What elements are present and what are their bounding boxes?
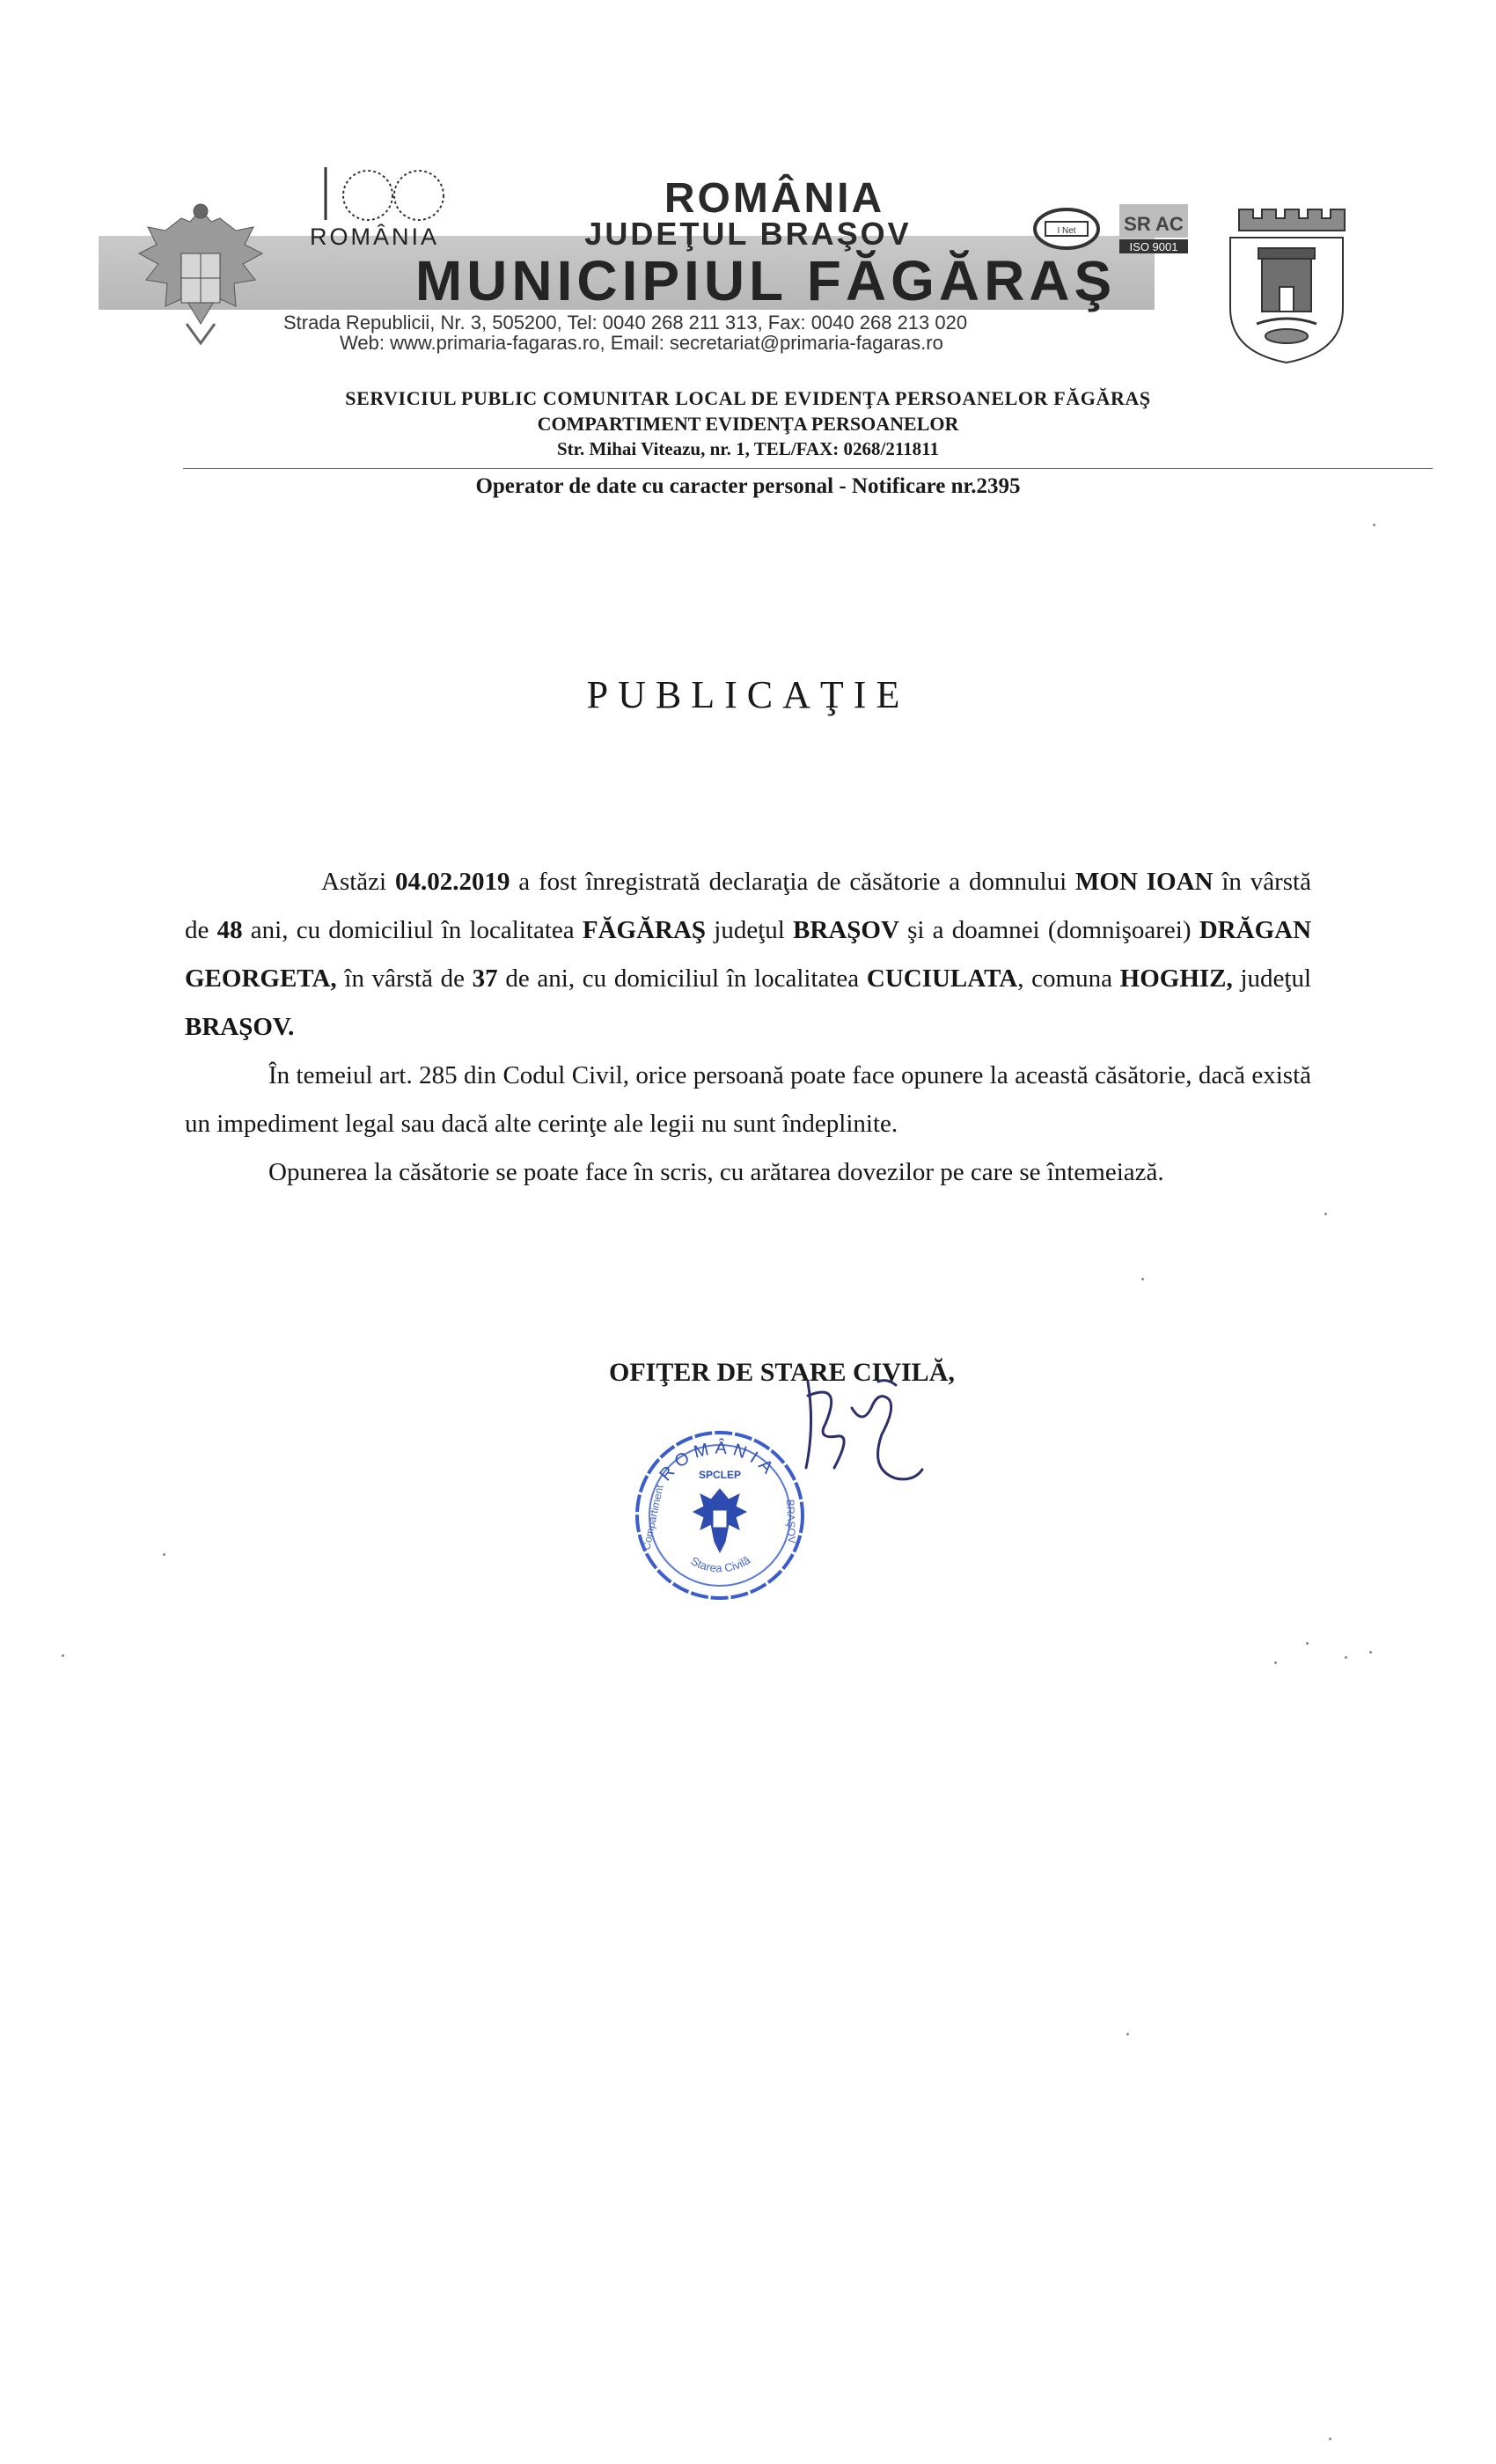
bride-name: DRĂGAN GEORGETA, xyxy=(185,916,1312,993)
stamp-right: BRAŞOV xyxy=(784,1499,798,1544)
letterhead-municipality: MUNICIPIUL FĂGĂRAŞ xyxy=(414,249,1117,312)
declaration-paragraph: Astăzi 04.02.2019 a fost înregistrată declaraţia de căsătorie a domnului MON IOAN în vârstă de 48 ani, cu domiciliul în localitatea FĂGĂRAŞ judeţul BRAŞOV şi a doamnei (domnişoarei) DRĂGAN GEORGETA, în vârstă de 37 de ani, cu domiciliul în localitatea CUCIULATA, comuna HOGHIZ, judeţul BRAŞOV. xyxy=(185,868,1312,1041)
groom-name: MON IOAN xyxy=(1075,868,1214,896)
document-body xyxy=(185,858,1311,1197)
service-department: COMPARTIMENT EVIDENŢA PERSOANELOR xyxy=(537,413,959,435)
inet-cert-icon xyxy=(1031,204,1102,253)
officer-title: OFIŢER DE STARE CIVILĂ, xyxy=(609,1358,955,1387)
cert-inet-label: I Net xyxy=(1057,226,1076,236)
letterhead-contact xyxy=(283,312,967,353)
document-title: PUBLICAŢIE xyxy=(586,673,910,716)
official-stamp-icon xyxy=(623,1419,817,1612)
svg-text:Starea Civilă xyxy=(689,1553,753,1575)
cert-iso-label: ISO 9001 xyxy=(1129,240,1178,253)
centenary-label: ROMÂNIA xyxy=(310,224,440,250)
stamp-org: SPCLEP xyxy=(698,1469,742,1481)
service-name: SERVICIUL PUBLIC COMUNITAR LOCAL DE EVIDENŢA PERSOANELOR FĂGĂRAŞ xyxy=(345,387,1151,409)
handwritten-signature xyxy=(790,1373,966,1514)
bride-city: CUCIULATA xyxy=(866,964,1018,993)
stamp-left: Compartiment xyxy=(640,1484,666,1551)
data-operator-notice: Operator de date cu caracter personal - Notificare nr.2395 xyxy=(475,474,1021,498)
cert-srac-label: SR AC xyxy=(1124,213,1184,235)
bride-age: 37 xyxy=(472,964,498,993)
groom-county: BRAŞOV xyxy=(793,916,899,944)
groom-age: 48 xyxy=(216,916,243,944)
groom-city: FĂGĂRAŞ xyxy=(582,916,707,944)
header-divider xyxy=(183,468,1433,469)
service-address: Str. Mihai Viteazu, nr. 1, TEL/FAX: 0268/211811 xyxy=(556,438,940,459)
opposition-paragraph: Opunerea la căsătorie se poate face în scris, cu arătarea dovezilor pe care se întemeiază. xyxy=(268,1158,1164,1186)
bride-commune: HOGHIZ, xyxy=(1119,964,1233,993)
registration-date: 04.02.2019 xyxy=(394,868,510,896)
stamp-country: ROMÂNIA xyxy=(656,1438,781,1485)
srac-iso-cert-icon xyxy=(1116,201,1192,257)
letterhead-country: ROMÂNIA xyxy=(664,175,885,222)
stamp-bottom: Starea Civilă xyxy=(688,1553,753,1575)
fagaras-crest-icon xyxy=(1221,202,1352,368)
letterhead-county: JUDEŢUL BRAŞOV xyxy=(584,216,912,252)
contact-web-email: Web: www.primaria-fagaras.ro, Email: secretariat@primaria-fagaras.ro xyxy=(340,332,943,354)
legal-basis-paragraph: În temeiul art. 285 din Codul Civil, orice persoană poate face opunere la această căsătorie, dacă există un impediment legal sau dacă alte cerinţe ale legii nu sunt îndeplinite. xyxy=(185,1061,1311,1138)
bride-county: BRAŞOV. xyxy=(185,1013,295,1041)
contact-address: Strada Republicii, Nr. 3, 505200, Tel: 0040 268 211 313, Fax: 0040 268 213 020 xyxy=(283,312,968,334)
